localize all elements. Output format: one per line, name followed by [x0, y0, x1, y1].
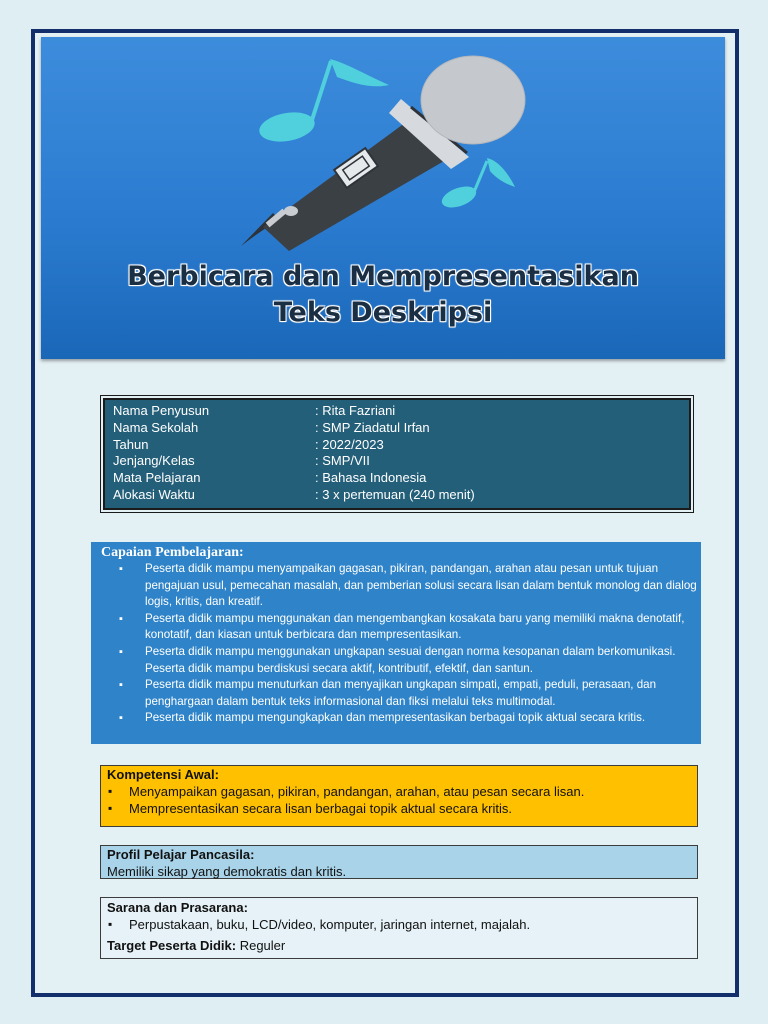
info-value: : 2022/2023: [315, 436, 384, 452]
info-row-mapel: [105, 470, 689, 487]
sarana-heading: Sarana dan Prasarana:: [107, 900, 248, 915]
list-item: ▪ Peserta didik mampu menggunakan dan mengembangkan kosakata baru yang memiliki makna denotatif, konotatif, dan kiasan untuk berbicara dan mempresentasikan.: [119, 611, 697, 644]
cover-banner: [41, 37, 725, 359]
capaian-pembelajaran-box: [91, 542, 701, 744]
list-item: ▪ Peserta didik mampu menuturkan dan menyajikan ungkapan simpati, empati, peduli, perasaan, dan penghargaan dalam bentuk teks informasional dan fiksi melalui teks multimodal.: [119, 677, 697, 710]
info-row-kelas: [105, 453, 689, 470]
kompetensi-awal-box: [100, 765, 698, 827]
info-value: : Rita Fazriani: [315, 403, 396, 418]
info-label: Mata Pelajaran: [113, 470, 201, 486]
target-line: [101, 937, 697, 954]
list-item: ▪ Perpustakaan, buku, LCD/video, komputer, jaringan internet, majalah.: [101, 916, 697, 933]
info-label: Jenjang/Kelas: [113, 453, 195, 469]
info-label: Tahun: [113, 436, 149, 452]
profil-pelajar-box: [100, 845, 698, 879]
list-item: ▪ Peserta didik mampu menyampaikan gagasan, pikiran, pandangan, arahan atau pesan untuk tujuan pengajuan usul, pemecahan masalah, dan pemberian solusi secara lisan dalam bentuk monolog dan dialog logis, kritis, dan kreatif.: [119, 561, 697, 611]
info-row-sekolah: [105, 420, 689, 437]
profil-text: Memiliki sikap yang demokratis dan kritis.: [107, 864, 347, 879]
identity-table: [103, 398, 691, 510]
info-value: : 3 x pertemuan (240 menit): [315, 486, 475, 502]
title-line-1: Berbicara dan Mempresentasikan: [127, 261, 639, 292]
info-value: : Bahasa Indonesia: [315, 470, 427, 486]
sarana-prasarana-box: [100, 897, 698, 959]
list-item: ▪ Menyampaikan gagasan, pikiran, pandangan, arahan, atau pesan secara lisan.: [101, 783, 697, 800]
cover-title: [41, 259, 725, 331]
target-value: Reguler: [236, 938, 286, 953]
sarana-list: [101, 916, 697, 933]
list-item: ▪ Mempresentasikan secara lisan berbagai topik aktual secara kritis.: [101, 800, 697, 817]
info-label: Nama Sekolah: [113, 419, 199, 435]
capaian-list: [119, 561, 697, 727]
info-label: Nama Penyusun: [113, 403, 210, 418]
kompetensi-list: [101, 783, 697, 817]
info-value: : SMP/VII: [315, 453, 370, 469]
music-note-icon: [257, 59, 389, 146]
info-row-tahun: [105, 437, 689, 454]
info-row-penyusun: [105, 403, 689, 420]
kompetensi-heading: Kompetensi Awal:: [107, 767, 219, 782]
info-label: Alokasi Waktu: [113, 486, 195, 502]
info-value: : SMP Ziadatul Irfan: [315, 419, 430, 435]
title-line-2: Teks Deskripsi: [273, 297, 493, 328]
page-frame: [31, 29, 739, 997]
list-item: ▪ Peserta didik mampu mengungkapkan dan mempresentasikan berbagai topik aktual secara kritis.: [119, 710, 697, 727]
capaian-heading: Capaian Pembelajaran:: [101, 545, 244, 560]
info-row-alokasi: [105, 487, 689, 504]
target-label: Target Peserta Didik:: [107, 938, 237, 953]
profil-heading: Profil Pelajar Pancasila:: [107, 847, 255, 862]
list-item: ▪ Peserta didik mampu menggunakan ungkapan sesuai dengan norma kesopanan dalam berkomunikasi. Peserta didik mampu berdiskusi secara aktif, kontributif, efektif, dan santun.: [119, 644, 697, 677]
